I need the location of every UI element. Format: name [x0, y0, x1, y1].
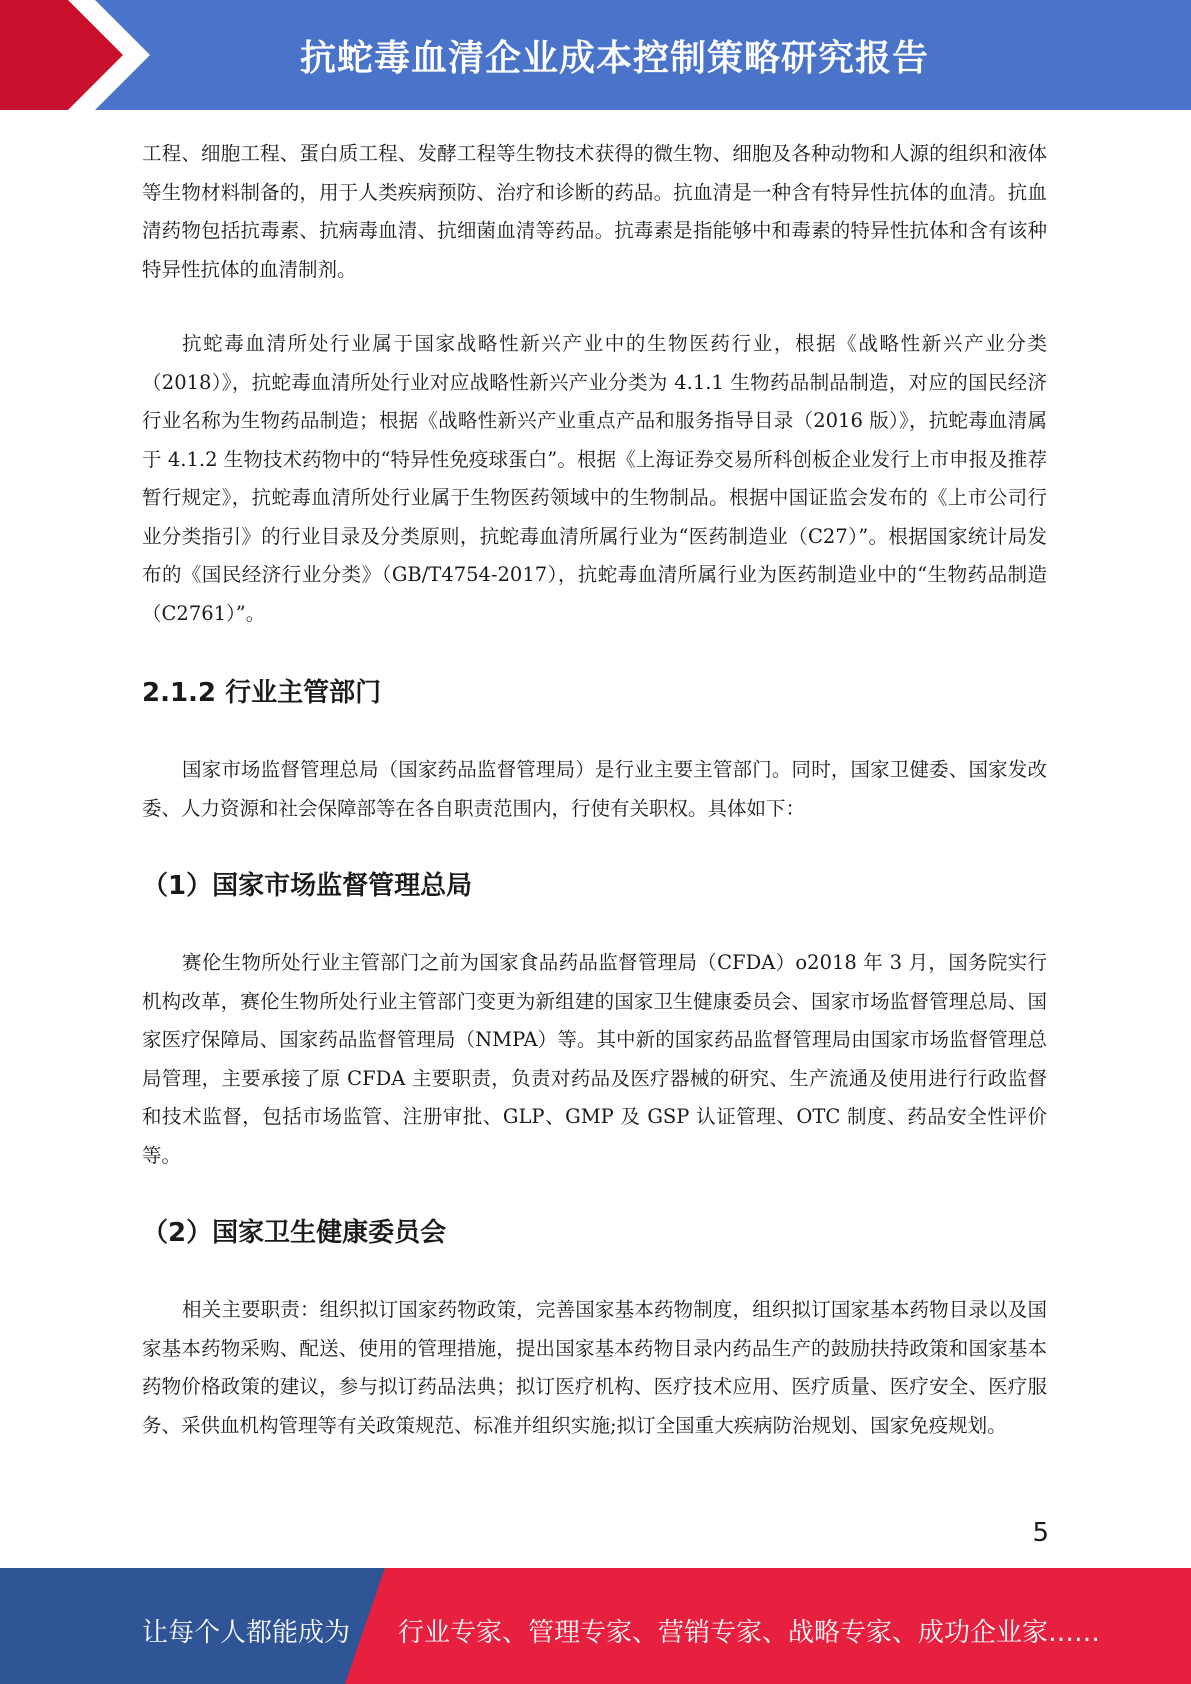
- header-band: [0, 0, 1191, 110]
- subheading-nhc: （2）国家卫生健康委员会: [142, 1218, 447, 1248]
- section-heading-2-1-2: 2.1.2 行业主管部门: [142, 678, 382, 708]
- page-content: [142, 135, 1047, 1445]
- page-number: 5: [1032, 1518, 1049, 1548]
- header-arrow-decoration: [0, 0, 160, 110]
- paragraph-biotech-definition: 工程、细胞工程、蛋白质工程、发酵工程等生物技术获得的微生物、细胞及各种动物和人源的组织和液体等生物材料制备的，用于人类疾病预防、治疗和诊断的药品。抗血清是一种含有特异性抗体的血清。抗血清药物包括抗毒素、抗病毒血清、抗细菌血清等药品。抗毒素是指能够中和毒素的特异性抗体和含有该种特异性抗体的血清制剂。: [142, 142, 1047, 281]
- paragraph-regulators-overview: 国家市场监督管理总局（国家药品监督管理局）是行业主要主管部门。同时，国家卫健委、国家发改委、人力资源和社会保障部等在各自职责范围内，行使有关职权。具体如下：: [142, 758, 1047, 820]
- paragraph-industry-classification: 抗蛇毒血清所处行业属于国家战略性新兴产业中的生物医药行业，根据《战略性新兴产业分类（2018）》，抗蛇毒血清所处行业对应战略性新兴产业分类为 4.1.1 生物药品制品制造，对应的国民经济行业名称为生物药品制造；根据《战略性新兴产业重点产品和服务指导目录（2016 版）》，抗蛇毒血清属于 4.1.2 生物技术药物中的“特异性免疫球蛋白”。根据《上海证券交易所科创板企业发行上市申报及推荐暂行规定》，抗蛇毒血清所处行业属于生物医药领域中的生物制品。根据中国证监会发布的《上市公司行业分类指引》的行业目录及分类原则，抗蛇毒血清所属行业为“医药制造业（C27）”。根据国家统计局发布的《国民经济行业分类》（GB/T4754-2017），抗蛇毒血清所属行业为医药制造业中的“生物药品制造（C2761）”。: [142, 332, 1047, 625]
- subheading-samr: （1）国家市场监督管理总局: [142, 871, 473, 901]
- footer-slogan-left: 让每个人都能成为: [142, 1618, 351, 1648]
- paragraph-samr: 赛伦生物所处行业主管部门之前为国家食品药品监督管理局（CFDA）o2018 年 3 月，国务院实行机构改革，赛伦生物所处行业主管部门变更为新组建的国家卫生健康委员会、国家市场监督管理总局、国家医疗保障局、国家药品监督管理局（NMPA）等。其中新的国家药品监督管理局由国家市场监督管理总局管理，主要承接了原 CFDA 主要职责，负责对药品及医疗器械的研究、生产流通及使用进行行政监督和技术监督，包括市场监管、注册审批、GLP、GMP 及 GSP 认证管理、OTC 制度、药品安全性评价等。: [142, 951, 1047, 1167]
- footer-slogan-right: 行业专家、管理专家、营销专家、战略专家、成功企业家……: [398, 1618, 1101, 1648]
- document-title: 抗蛇毒血清企业成本控制策略研究报告: [300, 38, 930, 79]
- footer-band: [0, 1568, 1191, 1684]
- paragraph-nhc: 相关主要职责：组织拟订国家药物政策，完善国家基本药物制度，组织拟订国家基本药物目录以及国家基本药物采购、配送、使用的管理措施，提出国家基本药物目录内药品生产的鼓励扶持政策和国家基本药物价格政策的建议，参与拟订药品法典；拟订医疗机构、医疗技术应用、医疗质量、医疗安全、医疗服务、采供血机构管理等有关政策规范、标准并组织实施;拟订全国重大疾病防治规划、国家免疫规划。: [142, 1298, 1047, 1437]
